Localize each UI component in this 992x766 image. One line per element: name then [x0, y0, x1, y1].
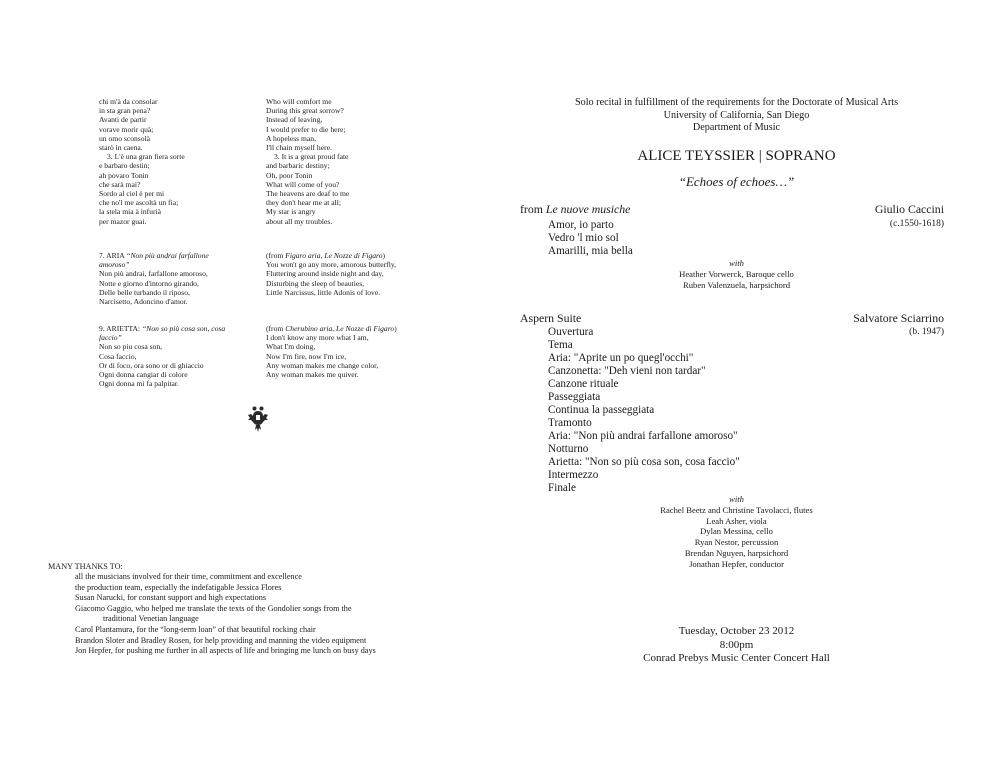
- text-line: the production team, especially the indefatigable Jessica Flores: [75, 582, 282, 592]
- program-2-movements: [548, 326, 740, 495]
- thanks-heading: MANY THANKS TO:: [48, 562, 123, 571]
- arietta-9-heading: 9. ARIETTA: “Non so più cosa son, cosa: [99, 324, 226, 333]
- performer-item: Rachel Beetz and Christine Tavolacci, flutes: [660, 504, 813, 515]
- text-line: they don't hear me at all;: [266, 198, 341, 208]
- arietta-9-translation: [266, 324, 397, 379]
- text-line: Brandon Sloter and Bradley Rosen, for help providing and manning the video equipment: [75, 635, 367, 645]
- event-details: [520, 625, 953, 666]
- program-1-performers: [520, 258, 953, 290]
- text-line: Tema: [548, 339, 573, 351]
- performer-item: Brendan Nguyen, harpsichord: [684, 547, 789, 558]
- text-line: Continua la passeggiata: [548, 404, 655, 416]
- text-line: What will come of you?: [266, 179, 340, 189]
- text-line: During this great sorrow?: [266, 106, 344, 116]
- arietta-9-line: Non so piu cosa son,: [99, 342, 163, 352]
- piece-item: Vedro 'l mio sol: [548, 232, 619, 244]
- performer-item: Dylan Messina, cello: [700, 526, 773, 537]
- text-line: Aria: "Aprite un po quegl'occhi": [548, 352, 694, 364]
- performer-item: Ryan Nestor, percussion: [694, 537, 779, 548]
- text-line: My star is angry: [266, 207, 316, 217]
- composer-caccini: Giulio Caccini: [874, 202, 944, 216]
- performer-name: ALICE TEYSSIER | SOPRANO: [637, 148, 836, 164]
- aria-7-source: (from Figaro aria, Le Nozze di Figaro): [266, 251, 386, 260]
- double-eagle-emblem-icon: [247, 405, 269, 433]
- text-line: vorave morir quà;: [99, 124, 154, 134]
- composer-sciarrino: Salvatore Sciarrino: [853, 311, 944, 325]
- text-line: un omo sconsolà: [99, 133, 151, 143]
- text-line: Notturno: [548, 443, 589, 455]
- arietta-9-translation-line: I don't know any more what I am,: [266, 333, 369, 343]
- composer-sciarrino-dates: (b. 1947): [909, 327, 944, 337]
- text-line: e barbaro destin;: [99, 161, 150, 171]
- text-line: Canzone rituale: [548, 378, 619, 390]
- aria-7-line: Notte e giorno d'intorno girando,: [99, 278, 199, 288]
- text-line: 3. L'è una gran fiera sorte: [107, 152, 185, 162]
- aria-7-translation: [266, 251, 396, 297]
- aria-7-translation-line: Disturbing the sleep of beauties,: [266, 278, 365, 288]
- text-line: about all my troubles.: [266, 216, 333, 226]
- piece-item: Amor, io parto: [548, 219, 614, 231]
- arietta-9-line: Or di foco, ora sono or di ghiaccio: [99, 360, 204, 370]
- text-line: Susan Narucki, for constant support and high expectations: [75, 593, 266, 603]
- arietta-9-line: Ogni donna cangiar di colore: [99, 370, 188, 380]
- program-1-pieces: [548, 219, 633, 258]
- text-line: all the musicians involved for their time, commitment and excellence: [75, 572, 302, 581]
- arietta-9-text: [99, 324, 225, 388]
- text-line: and barbaric destiny;: [266, 161, 330, 171]
- text-line: starò in caena.: [99, 143, 143, 153]
- arietta-9-line: Ogni donna mi fa palpitar.: [99, 379, 179, 389]
- text-line: Who will comfort me: [266, 97, 332, 106]
- recital-title: “Echoes of echoes…”: [678, 174, 795, 189]
- performer-item: Ruben Valenzuela, harpsichord: [683, 279, 790, 290]
- text-line: I would prefer to die here;: [266, 124, 346, 134]
- text-line: Jon Hepfer, for pushing me further in all aspects of life and bringing me lunch on busy days: [75, 646, 376, 656]
- aria-7-line: Narcisetto, Adoncino d'amor.: [99, 297, 188, 307]
- arietta-9-translation-line: What I'm doing,: [266, 342, 316, 352]
- text-line: The heavens are deaf to me: [266, 189, 350, 199]
- text-line: Ouvertura: [548, 326, 594, 338]
- arietta-9-line: Cosa faccio,: [99, 351, 137, 361]
- text-line: Carol Plantamura, for the “long-term loan” of that beautiful rocking chair: [75, 624, 316, 634]
- event-venue: Conrad Prebys Music Center Concert Hall: [643, 652, 830, 664]
- event-date: Tuesday, October 23 2012: [678, 625, 795, 637]
- header-line: University of California, San Diego: [663, 109, 810, 121]
- aria-7-heading-cont: amoroso”: [99, 260, 130, 270]
- aria-7-line: Delle belle turbando il riposo,: [99, 287, 190, 297]
- program-1-heading: from Le nuove musiche: [520, 202, 631, 216]
- text-line: chi m'à da consolar: [99, 97, 158, 106]
- arietta-9-heading-cont: faccio”: [99, 333, 122, 343]
- text-line: che no'l me ascoltà un fia;: [99, 198, 179, 208]
- aria-7-heading: 7. ARIA “Non più andrai farfallone: [99, 251, 209, 260]
- header-line: Department of Music: [692, 122, 781, 133]
- text-line: Sordo al ciel è per mi: [99, 189, 165, 199]
- performer-item: Leah Asher, viola: [706, 515, 767, 526]
- text-line: Canzonetta: "Deh vieni non tardar": [548, 365, 706, 377]
- text-line: Tramonto: [548, 417, 592, 429]
- event-time: 8:00pm: [719, 638, 754, 651]
- with-label: with: [729, 494, 744, 504]
- aria-7-text: [99, 251, 209, 306]
- text-line: traditional Venetian language: [103, 614, 199, 624]
- text-line: Aria: "Non più andrai farfallone amoroso": [548, 430, 738, 442]
- text-line: Finale: [548, 482, 576, 494]
- program-2-heading: Aspern Suite: [520, 311, 582, 325]
- with-label: with: [729, 258, 744, 268]
- text-line: Avanti de partir: [99, 115, 147, 125]
- aria-7-translation-line: Fluttering around inside night and day,: [266, 269, 384, 279]
- program-2-performers: [520, 494, 953, 570]
- performer-item: Heather Vorwerck, Baroque cello: [679, 268, 794, 279]
- text-line: I'll chain myself here.: [266, 143, 332, 153]
- piece-item: Amarilli, mia bella: [548, 245, 633, 257]
- english-translation-block: [266, 97, 349, 226]
- text-line: Intermezzo: [548, 469, 599, 481]
- text-line: la stela mia à infurià: [99, 207, 161, 217]
- recital-header: [520, 97, 953, 135]
- italian-text-block: [99, 97, 185, 226]
- text-line: Arietta: "Non so più cosa son, cosa faccio": [548, 456, 740, 468]
- arietta-9-source: (from Cherubino aria, Le Nozze di Figaro): [266, 324, 397, 333]
- text-line: per mazor guai.: [99, 216, 147, 226]
- header-line: Solo recital in fulfillment of the requirements for the Doctorate of Musical Arts: [574, 97, 899, 108]
- text-line: in sta gran pena?: [99, 106, 151, 116]
- arietta-9-translation-line: Now I'm fire, now I'm ice,: [266, 351, 347, 361]
- performer-item: Jonathan Hepfer, conductor: [689, 558, 784, 569]
- aria-7-translation-line: Little Narcissus, little Adonis of love.: [266, 287, 381, 297]
- text-line: Passeggiata: [548, 391, 601, 403]
- text-line: 3. It is a great proud fate: [274, 152, 349, 162]
- text-line: ah povaro Tonin: [99, 170, 149, 180]
- text-line: Giacomo Gaggio, who helped me translate the texts of the Gondolier songs from the: [75, 603, 352, 613]
- arietta-9-translation-line: Any woman makes me change color,: [266, 360, 379, 370]
- arietta-9-translation-line: Any woman makes me quiver.: [266, 370, 359, 380]
- text-line: Oh, poor Tonin: [266, 170, 313, 180]
- thanks-list: [75, 572, 376, 657]
- text-line: A hopeless man,: [266, 133, 316, 143]
- aria-7-translation-line: You won't go any more, amorous butterfly,: [266, 260, 397, 270]
- aria-7-line: Non più andrai, farfallone amoroso,: [99, 269, 208, 279]
- composer-caccini-dates: (c.1550-1618): [889, 219, 944, 229]
- text-line: Instead of leaving,: [266, 115, 323, 125]
- text-line: che sarà mai?: [99, 179, 141, 189]
